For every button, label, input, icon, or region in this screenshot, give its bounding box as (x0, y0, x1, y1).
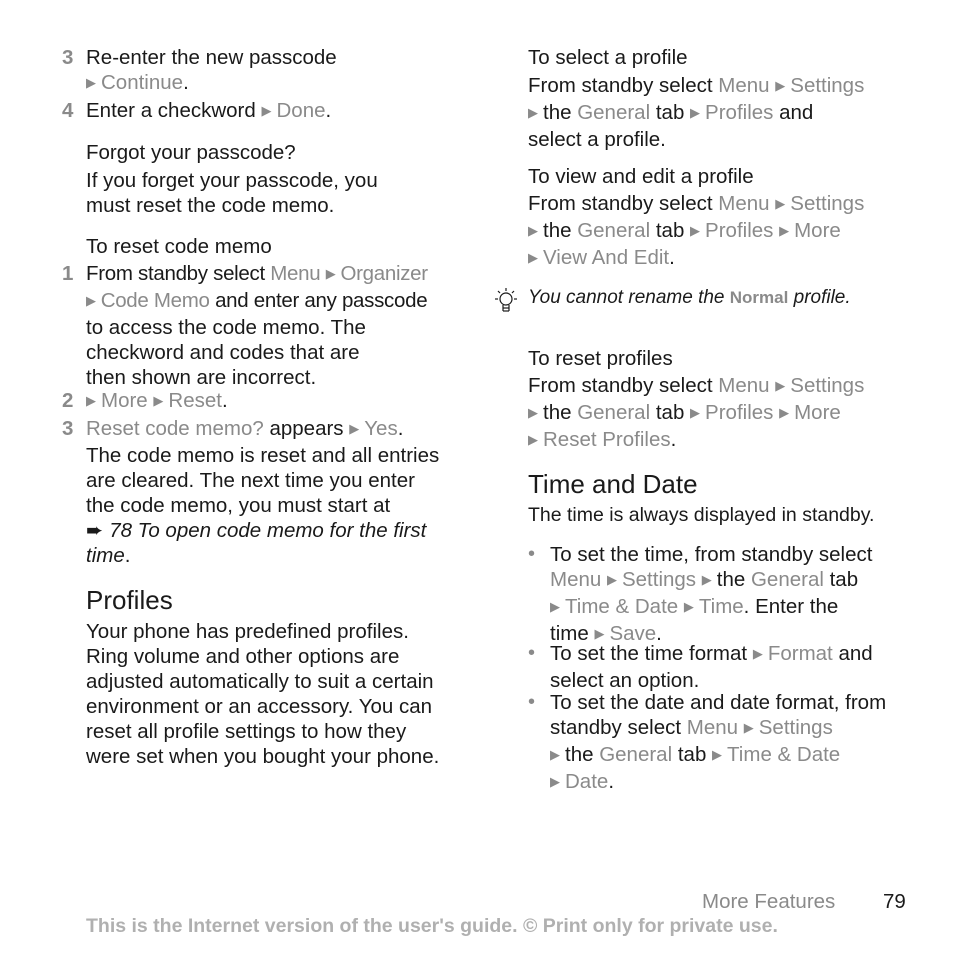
triangle-right-icon: ▶ (528, 250, 538, 265)
step-text: Enter a checkword (86, 99, 256, 122)
reset-step-2: 2 ▶ More ▶ Reset. (62, 389, 228, 412)
triangle-right-icon: ▶ (752, 646, 763, 661)
triangle-right-icon: ▶ (528, 405, 538, 420)
time-date-intro: The time is always displayed in standby. (528, 504, 875, 526)
step-number: 3 (62, 46, 74, 69)
profiles-paragraph (86, 619, 476, 769)
step-text: Re-enter the new passcode (86, 46, 337, 69)
step-3-reenter: 3 Re-enter the new passcode ▶ Continue. (62, 46, 337, 94)
lightbulb-icon (492, 285, 520, 317)
triangle-right-icon: ▶ (775, 378, 786, 393)
triangle-right-icon: ▶ (683, 599, 694, 614)
bullet-dot: • (528, 543, 536, 565)
step-number: 3 (62, 417, 74, 440)
triangle-right-icon: ▶ (550, 774, 560, 789)
reset-step-3: 3 Reset code memo? appears ▶ Yes. The code memo is reset and all entries are cleared. The next time you enter the code memo, you must start at ➨ 78 To open code memo for the first time. (62, 417, 440, 567)
forgot-passcode-text: If you forget your passcode, you must reset the code memo. (86, 169, 378, 217)
paragraph-line: reset all profile settings to how they (86, 720, 407, 743)
pointing-arrow-icon: ➨ (86, 519, 104, 542)
triangle-right-icon: ▶ (550, 599, 560, 614)
triangle-right-icon: ▶ (775, 196, 786, 211)
step-number: 2 (62, 389, 74, 412)
view-edit-profile-text: From standby select Menu ▶ Settings ▶ the General tab ▶ Profiles ▶ More ▶ View And Edit. (528, 192, 865, 269)
step-number: 1 (62, 262, 74, 285)
bullet-date-format: • To set the date and date format, from standby select Menu ▶ Settings ▶ the General tab ▶ Time & Date ▶ Date. (528, 691, 887, 793)
step-number: 4 (62, 99, 74, 122)
triangle-right-icon: ▶ (86, 75, 96, 90)
triangle-right-icon: ▶ (550, 747, 560, 762)
triangle-right-icon: ▶ (594, 626, 605, 641)
triangle-right-icon: ▶ (528, 223, 538, 238)
footer-section-name: More Features (702, 890, 836, 913)
triangle-right-icon: ▶ (153, 393, 164, 408)
triangle-right-icon: ▶ (779, 405, 790, 420)
triangle-right-icon: ▶ (325, 266, 336, 281)
select-profile-text: From standby select Menu ▶ Settings ▶ the General tab ▶ Profiles and select a profile. (528, 74, 865, 151)
triangle-right-icon: ▶ (86, 293, 96, 308)
bullet-dot: • (528, 642, 536, 664)
triangle-right-icon: ▶ (261, 103, 272, 118)
cross-reference-link[interactable]: 78 To open code memo for the first (109, 519, 427, 542)
view-edit-profile-heading: To view and edit a profile (528, 165, 754, 188)
triangle-right-icon: ▶ (528, 432, 538, 447)
reset-step-1: 1 From standby select Menu ▶ Organizer ▶ Code Memo and enter any passcode to access the code memo. The checkword and codes that are then shown are incorrect. (62, 262, 428, 389)
profiles-heading: Profiles (86, 585, 173, 615)
triangle-right-icon: ▶ (606, 572, 617, 587)
select-profile-heading: To select a profile (528, 46, 688, 69)
paragraph-line: Your phone has predefined profiles. (86, 620, 409, 643)
triangle-right-icon: ▶ (712, 747, 723, 762)
paragraph-line: environment or an accessory. You can (86, 695, 433, 718)
step-4-checkword: 4 Enter a checkword ▶ Done. (62, 99, 332, 122)
menu-path-item: Continue (101, 71, 184, 94)
time-and-date-heading: Time and Date (528, 469, 698, 499)
triangle-right-icon: ▶ (528, 105, 538, 120)
forgot-passcode-heading: Forgot your passcode? (86, 141, 296, 164)
paragraph-line: Ring volume and other options are (86, 645, 400, 668)
page-number: 79 (883, 890, 906, 913)
triangle-right-icon: ▶ (86, 393, 96, 408)
copyright-notice: This is the Internet version of the user's guide. © Print only for private use. (86, 915, 778, 937)
bullet-dot: • (528, 691, 536, 713)
triangle-right-icon: ▶ (349, 421, 360, 436)
triangle-right-icon: ▶ (690, 223, 701, 238)
bullet-set-time: • To set the time, from standby select Menu ▶ Settings ▶ the General tab ▶ Time & Date ▶ Time. Enter the time ▶ Save. (528, 543, 873, 645)
triangle-right-icon: ▶ (701, 572, 712, 587)
triangle-right-icon: ▶ (690, 105, 701, 120)
bullet-time-format: • To set the time format ▶ Format and select an option. (528, 642, 873, 692)
triangle-right-icon: ▶ (743, 720, 754, 735)
menu-path-item: Done (276, 99, 326, 122)
reset-profiles-text: From standby select Menu ▶ Settings ▶ the General tab ▶ Profiles ▶ More ▶ Reset Profiles. (528, 374, 865, 451)
reset-code-memo-heading: To reset code memo (86, 235, 272, 258)
reset-profiles-heading: To reset profiles (528, 347, 673, 370)
triangle-right-icon: ▶ (690, 405, 701, 420)
paragraph-line: adjusted automatically to suit a certain (86, 670, 434, 693)
triangle-right-icon: ▶ (779, 223, 790, 238)
triangle-right-icon: ▶ (775, 78, 786, 93)
paragraph-line: were set when you bought your phone. (86, 745, 440, 768)
